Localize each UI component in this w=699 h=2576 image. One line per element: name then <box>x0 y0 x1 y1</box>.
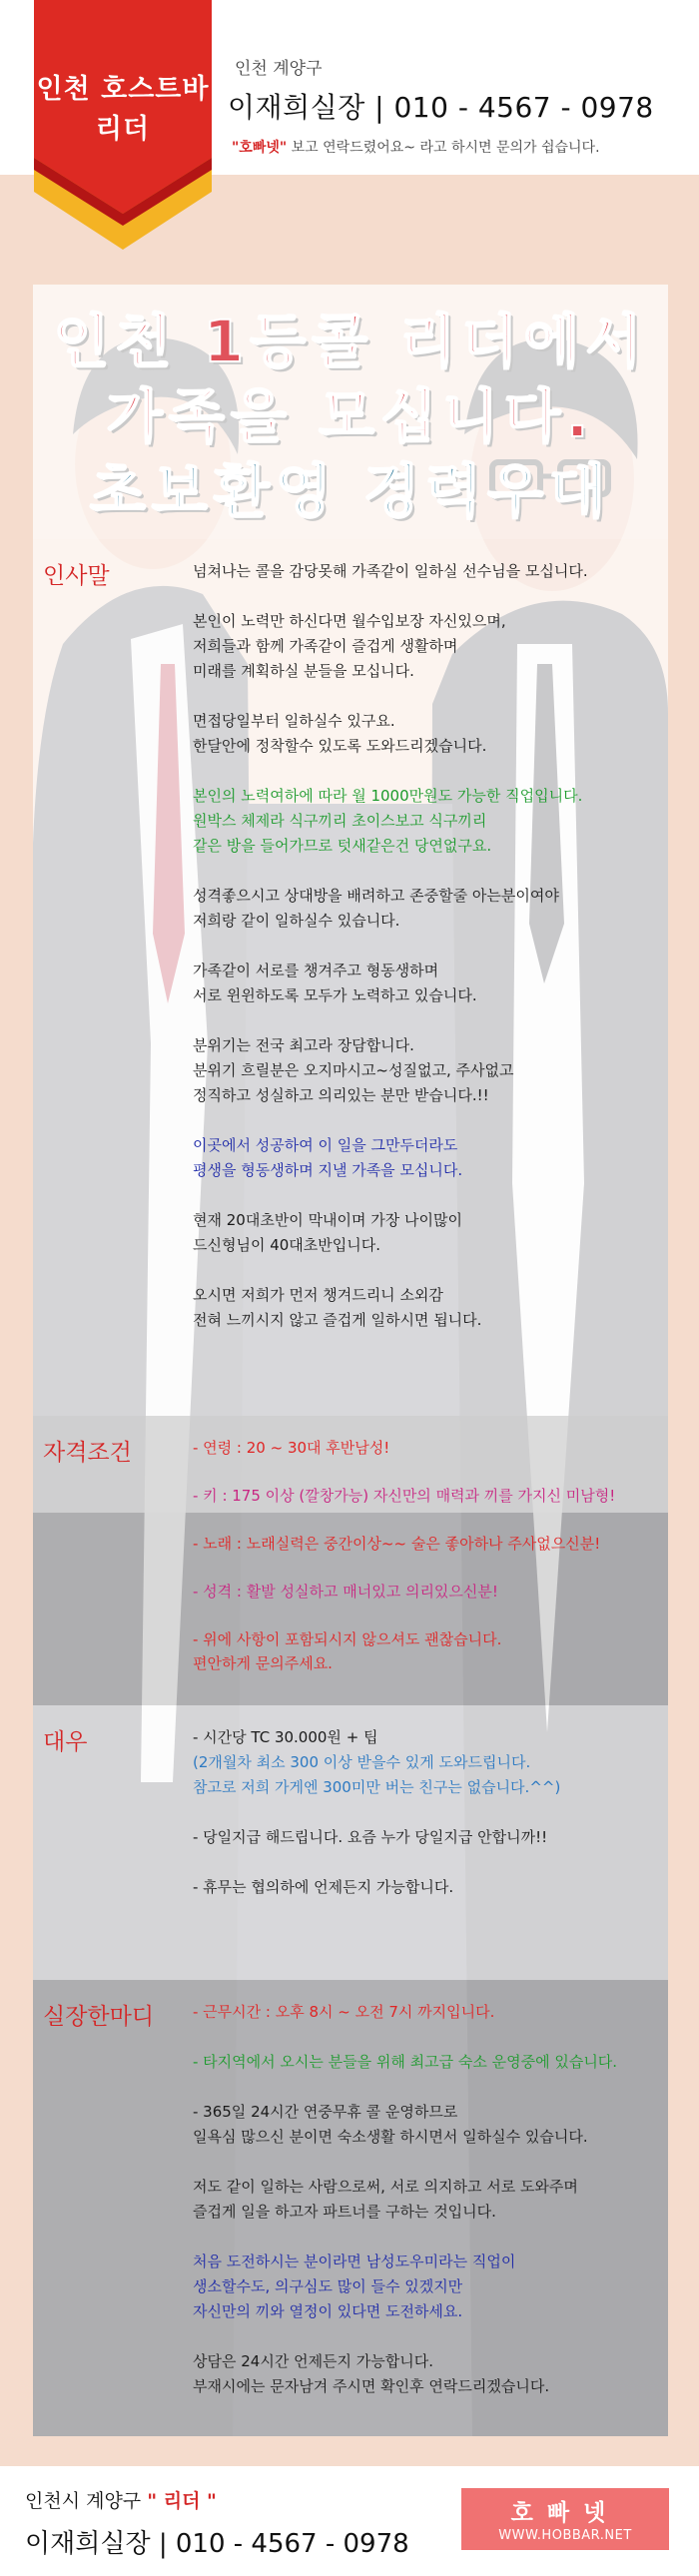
paragraph-line: - 타지역에서 오시는 분들을 위해 최고급 숙소 운영중에 있습니다. <box>193 2053 618 2071</box>
banner-headline-1: 인천 1등콜 리더에서 <box>53 308 648 375</box>
paragraph-line: 상담은 24시간 언제든지 가능합니다. <box>193 2352 434 2370</box>
paragraph-line: 성격좋으시고 상대방을 배려하고 존중할줄 아는분이여야 <box>193 887 559 905</box>
paragraph <box>193 1436 662 1460</box>
paragraph <box>193 2349 662 2399</box>
paragraph-line: 즐겁게 일을 하고자 파트너를 구하는 것입니다. <box>193 2203 496 2221</box>
paragraph-line: 넘쳐나는 콜을 감당못해 가족같이 일하실 선수님을 모십니다. <box>193 562 588 580</box>
paragraph-line: 이곳에서 성공하여 이 일을 그만두더라도 <box>193 1136 458 1154</box>
paragraph-line: - 근무시간 : 오후 8시 ~ 오전 7시 까지입니다. <box>193 2003 495 2021</box>
paragraph-line: - 연령 : 20 ~ 30대 후반남성! <box>193 1439 390 1457</box>
paragraph-line: - 성격 : 활발 성실하고 매너있고 의리있으신분! <box>193 1583 498 1601</box>
hero-banner <box>33 285 668 539</box>
paragraph <box>193 1208 662 1258</box>
logo-line-2: 리더 <box>95 114 151 145</box>
logo-text <box>34 70 212 150</box>
logo-line-1: 인천 호스트바 <box>36 74 210 105</box>
paragraph-line: - 노래 : 노래실력은 중간이상~~ 술은 좋아하나 주사없으신분! <box>193 1535 601 1553</box>
paragraph-line: 자신만의 끼와 열정이 있다면 도전하세요. <box>193 2302 463 2320</box>
paragraph-line: 원박스 체제라 식구끼리 초이스보고 식구끼리 <box>193 812 487 830</box>
paragraph-line: 처음 도전하시는 분이라면 남성도우미라는 직업이 <box>193 2253 516 2270</box>
paragraph <box>193 1532 662 1556</box>
badge-name: 호빠넷 <box>510 2500 620 2526</box>
paragraph <box>193 2250 662 2324</box>
header-location: 인천 계양구 <box>235 59 323 79</box>
paragraph <box>193 559 662 584</box>
paragraph <box>193 784 662 859</box>
paragraph <box>193 2100 662 2150</box>
paragraph-line: 일욕심 많으신 분이면 숙소생활 하시면서 일하실수 있습니다. <box>193 2128 588 2146</box>
paragraph-line: 현재 20대초반이 막내이며 가장 나이많이 <box>193 1211 463 1229</box>
paragraph <box>193 2000 662 2025</box>
page-footer <box>0 2466 699 2576</box>
paragraph-line: 서로 윈윈하도록 모두가 노력하고 있습니다. <box>193 986 477 1004</box>
paragraph <box>193 1033 662 1108</box>
paragraph <box>193 959 662 1008</box>
footer-location <box>25 2486 217 2513</box>
header-note-text: 보고 연락드렸어요~ 라고 하시면 문의가 쉽습니다. <box>287 140 600 156</box>
banner-headline-2: 가족을 모십니다. <box>106 382 595 450</box>
paragraph <box>193 1580 662 1604</box>
paragraph <box>193 1875 662 1900</box>
paragraph-line: 저희랑 같이 일하실수 있습니다. <box>193 912 400 930</box>
paragraph <box>193 1627 662 1675</box>
paragraph-line: - 위에 사항이 포함되시지 않으셔도 괜찮습니다. <box>193 1630 502 1648</box>
paragraph-line: 분위기는 전국 최고라 장담합니다. <box>193 1036 414 1054</box>
paragraph <box>193 1283 662 1333</box>
section-title-greeting: 인사말 <box>43 563 110 589</box>
footer-shop-name: " 리더 " <box>147 2490 217 2512</box>
paragraph-line: 본인이 노력만 하신다면 월수입보장 자신있으며, <box>193 612 506 630</box>
paragraph-line: - 휴무는 협의하에 언제든지 가능합니다. <box>193 1878 454 1896</box>
section-body-qualifications <box>193 1436 662 1699</box>
paragraph-line: 평생을 형동생하며 지낼 가족을 모십니다. <box>193 1161 463 1179</box>
paragraph <box>193 2050 662 2075</box>
header-note-highlight: "호빠넷" <box>232 140 288 156</box>
section-manager-word <box>33 1980 668 2436</box>
paragraph-line: 같은 방을 들어가므로 텃새같은건 당연없구요. <box>193 837 492 855</box>
paragraph-line: 편안하게 문의주세요. <box>193 1654 333 1672</box>
paragraph-line: 정직하고 성실하고 의리있는 분만 받습니다.!! <box>193 1086 489 1104</box>
paragraph-line: 저도 같이 일하는 사람으로써, 서로 의지하고 서로 도와주며 <box>193 2178 578 2196</box>
paragraph-line: - 365일 24시간 연중무휴 콜 운영하므로 <box>193 2103 458 2121</box>
paragraph-subline: (2개월차 최소 300 이상 받을수 있게 도와드립니다. <box>193 1753 531 1771</box>
section-body-manager-word <box>193 2000 662 2399</box>
paragraph <box>193 609 662 684</box>
paragraph-line: 저희들과 함께 가족같이 즐겁게 생활하며 <box>193 637 458 655</box>
section-title-qualifications: 자격조건 <box>43 1440 132 1466</box>
page-header <box>0 0 699 175</box>
paragraph-line: 가족같이 서로를 챙겨주고 형동생하며 <box>193 962 439 979</box>
section-body-greeting <box>193 559 662 1333</box>
paragraph <box>193 1725 662 1800</box>
paragraph <box>193 884 662 934</box>
paragraph-line: 분위기 흐릴분은 오지마시고~성질없고, 주사없고 <box>193 1061 514 1079</box>
paragraph <box>193 1484 662 1508</box>
header-phone[interactable]: 이재희실장 | 010 - 4567 - 0978 <box>228 91 654 124</box>
paragraph-line: 생소할수도, 의구심도 많이 들수 있겠지만 <box>193 2277 463 2295</box>
paragraph-line: - 시간당 TC 30.000원 + 팁 <box>193 1728 378 1746</box>
paragraph-line: 미래를 계획하실 분들을 모십니다. <box>193 662 414 680</box>
paragraph <box>193 1825 662 1850</box>
footer-phone[interactable]: 이재희실장 | 010 - 4567 - 0978 <box>25 2529 409 2559</box>
paragraph-line: - 키 : 175 이상 (깔창가능) 자신만의 매력과 끼를 가지신 미남형! <box>193 1487 616 1505</box>
paragraph-line: 드신형님이 40대초반입니다. <box>193 1236 381 1254</box>
badge-url[interactable]: WWW.HOBBAR.NET <box>498 2528 632 2543</box>
paragraph-line: 전혀 느끼시지 않고 즐겁게 일하시면 됩니다. <box>193 1311 482 1329</box>
banner-headline-3: 초보환영 경력우대 <box>89 457 612 525</box>
section-qualifications <box>33 1416 668 1705</box>
paragraph-line: - 당일지급 해드립니다. 요즘 누가 당일지급 안합니까!! <box>193 1828 548 1846</box>
paragraph-line: 부재시에는 문자남겨 주시면 확인후 연락드리겠습니다. <box>193 2377 550 2395</box>
paragraph-line: 한달안에 정착할수 있도록 도와드리겠습니다. <box>193 737 487 755</box>
section-title-benefits: 대우 <box>43 1729 88 1755</box>
recruitment-panel <box>33 285 668 2436</box>
paragraph <box>193 1133 662 1183</box>
section-body-benefits <box>193 1725 662 1900</box>
paragraph-subline: 참고로 저희 가게엔 300미만 버는 친구는 없습니다.^^) <box>193 1778 561 1796</box>
footer-location-text: 인천시 계양구 <box>25 2490 142 2512</box>
paragraph-line: 오시면 저희가 먼저 챙겨드리니 소외감 <box>193 1286 443 1304</box>
hobbar-badge[interactable] <box>461 2488 669 2550</box>
section-benefits <box>33 1705 668 1980</box>
paragraph <box>193 709 662 759</box>
paragraph-line: 본인의 노력여하에 따라 월 1000만원도 가능한 직업입니다. <box>193 787 583 805</box>
section-title-manager-word: 실장한마디 <box>43 2004 155 2030</box>
section-greeting <box>33 539 668 1513</box>
paragraph <box>193 2175 662 2225</box>
paragraph-line: 면접당일부터 일하실수 있구요. <box>193 712 395 730</box>
header-note <box>232 137 600 157</box>
